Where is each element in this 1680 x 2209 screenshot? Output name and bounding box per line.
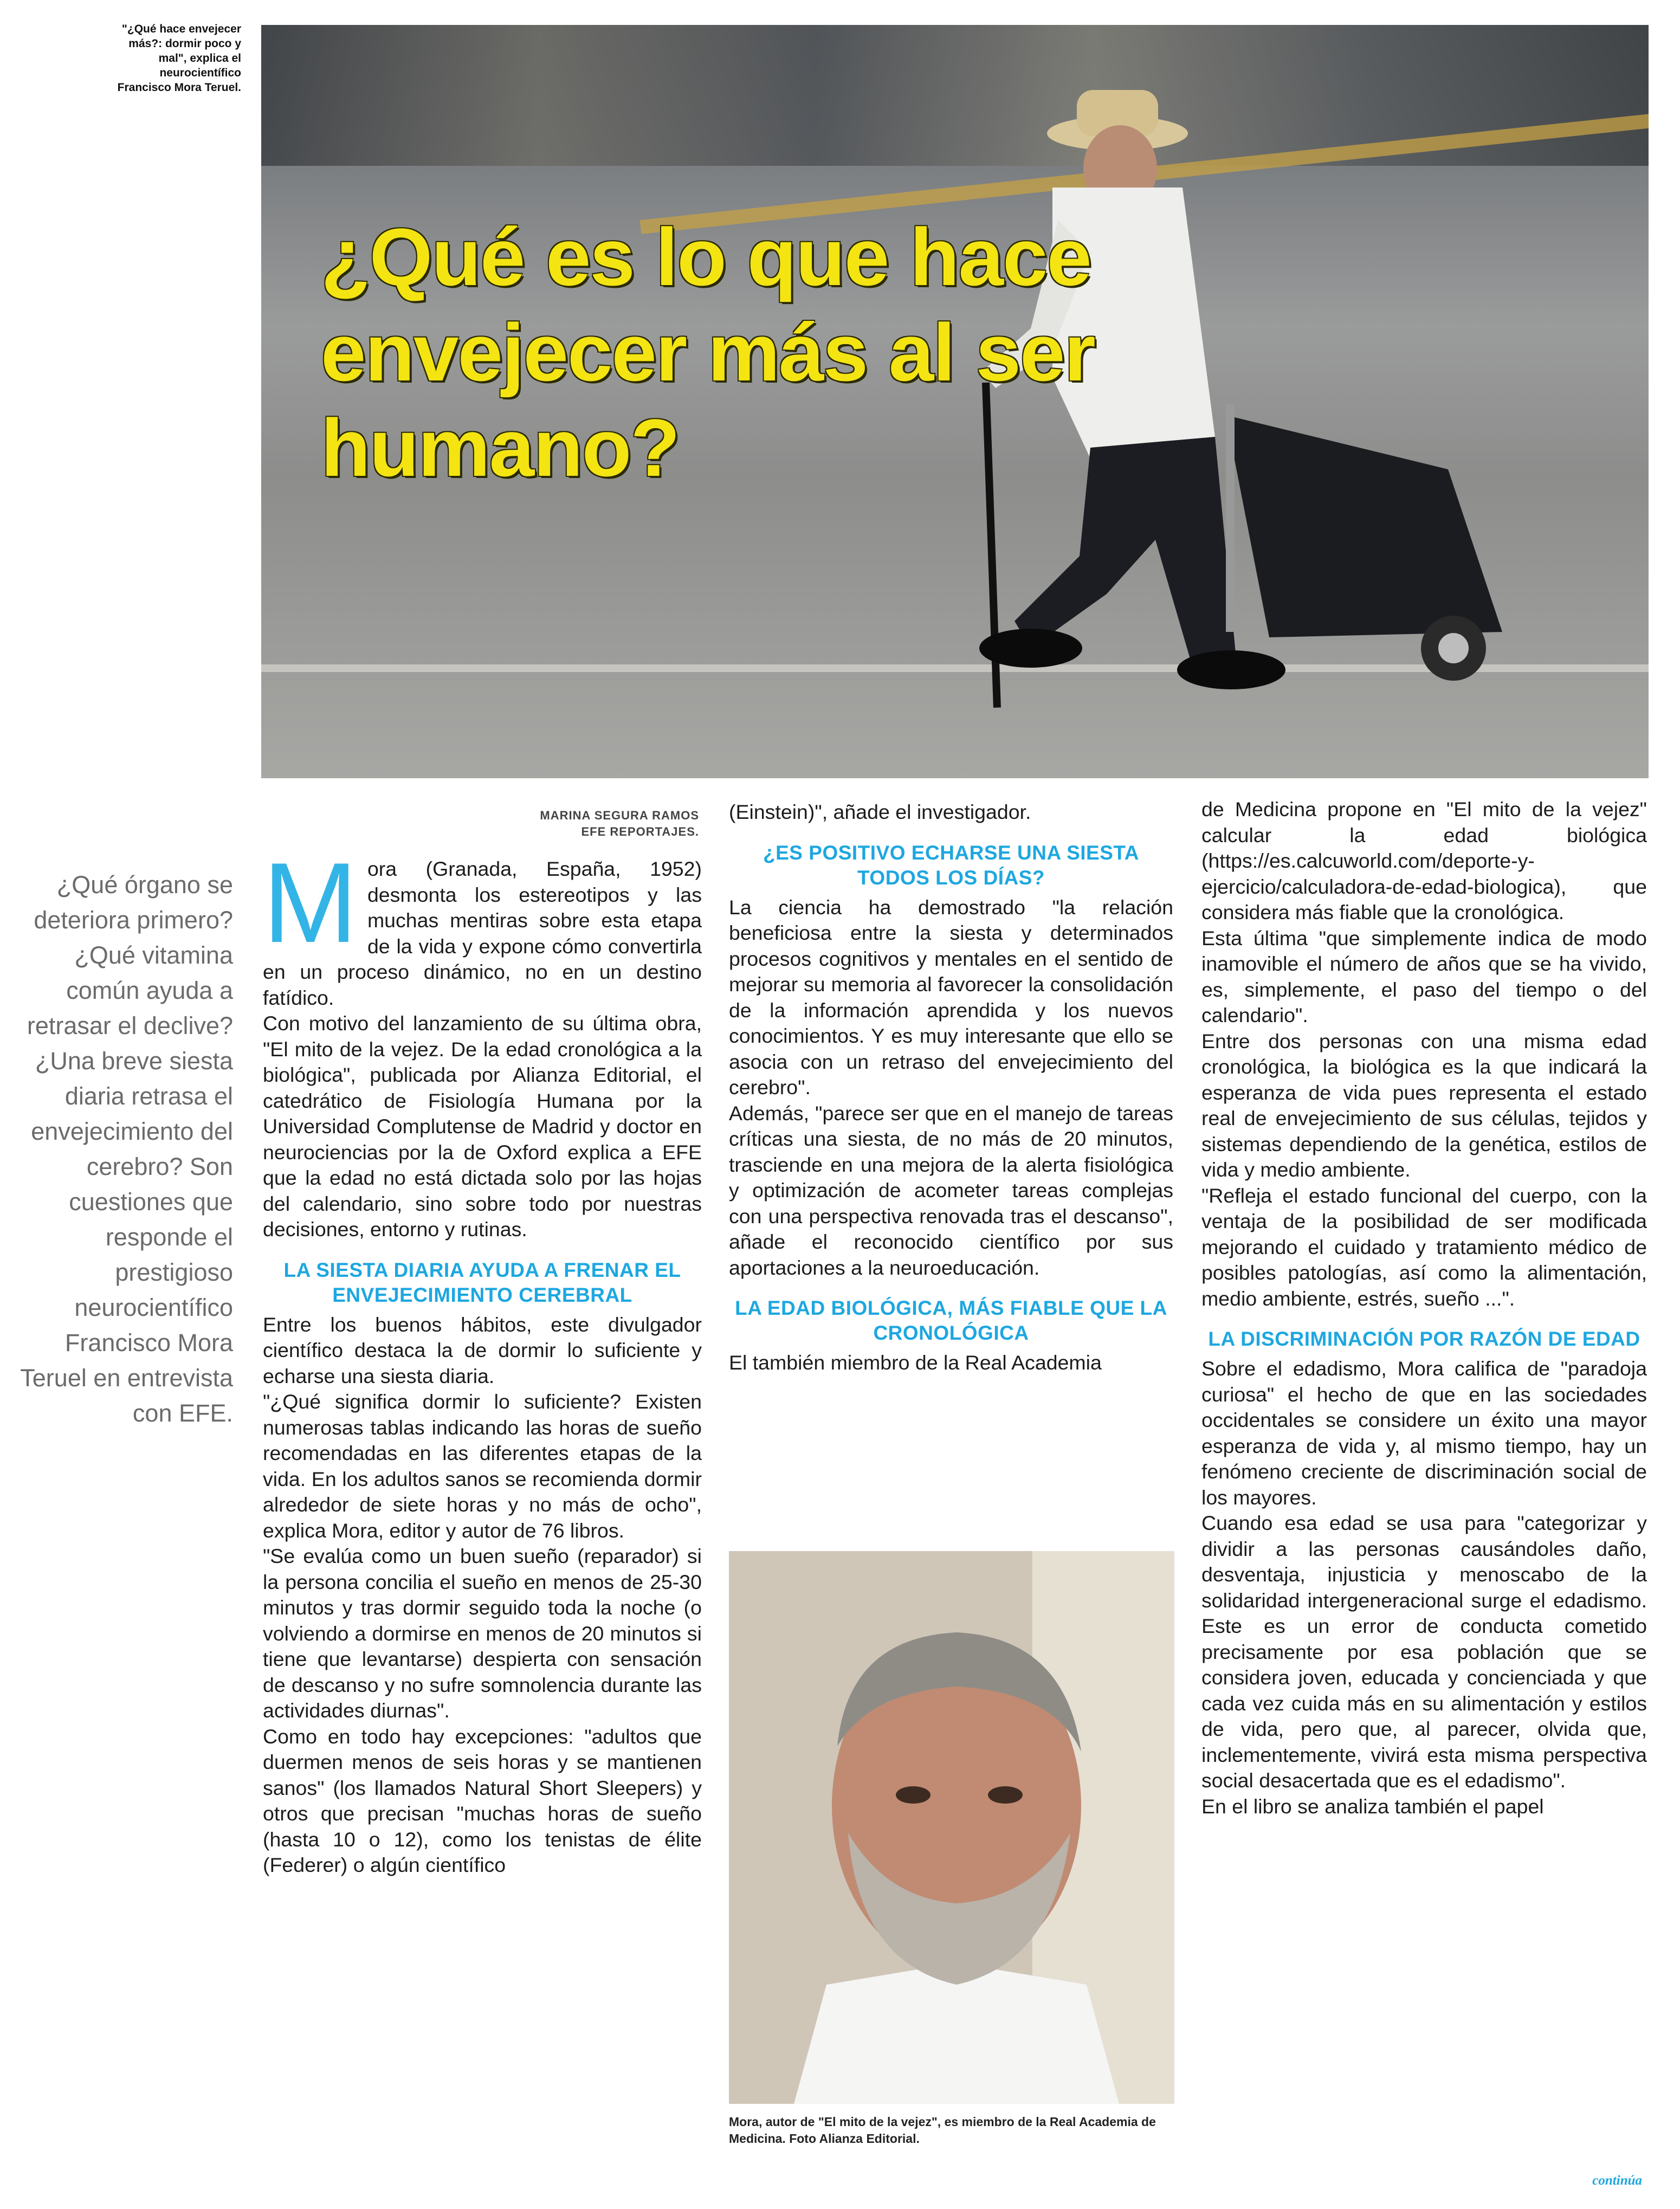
hero-photo [261,25,1649,778]
article-paragraph: Además, "parece ser que en el manejo de tareas críticas una siesta, de no más de 20 minutos, trasciende en una mejora de la alerta fisiológica y optimización de acometer tareas complejas con una perspectiva renovada tras el descanso", añade el reconocido científico por sus aportaciones a la neuroeducación. [729,1101,1173,1279]
article-paragraph: En el libro se analiza también el papel [1201,1794,1544,1818]
article-paragraph: Como en todo hay excepciones: "adultos que duermen menos de seis horas y se mantienen sanos" (los llamados Natural Short Sleepers) y otros que precisan "muchas horas de sueño (hasta 10 o 12), como los tenistas de élite (Federer) o algún científico [263,1724,702,1876]
byline-agency: EFE REPORTAJES. [581,825,699,838]
subheading-siesta: LA SIESTA DIARIA AYUDA A FRENAR EL ENVEJECIMIENTO CEREBRAL [283,1258,681,1306]
article-column-3 [1201,797,1647,1819]
subheading-siesta-positivo: ¿ES POSITIVO ECHARSE UNA SIESTA TODOS LOS DÍAS? [763,841,1139,889]
teaser-questions: ¿Qué órgano se deteriora primero? ¿Qué vitamina común ayuda a retrasar el declive? ¿Una breve siesta diaria retrasa el envejecimiento del cerebro? Son cuestiones que responde el prestigioso neurocientífico Francisco Mora Teruel en entrevista con EFE. [20,871,233,1427]
continues-marker: continúa [1592,2173,1642,2188]
headline: ¿Qué es lo que hace envejecer más al ser humano? [321,211,1095,493]
portrait-man-illustration [729,1551,1174,2104]
article-paragraph: Con motivo del lanzamiento de su última obra, "El mito de la vejez. De la edad cronológica a la biológica", publicada por Alianza Editorial, el catedrático de Fisiología Humana por la Universidad Complutense de Madrid y doctor en neurociencias por la de Oxford explica a EFE que la edad no está dictada solo por las hojas del calendario, sino sobre todo por nuestras decisiones, entorno y rutinas. [263,1012,702,1241]
article-paragraph: El también miembro de la Real Academia [729,1351,1102,1374]
subheading-edad-biologica: LA EDAD BIOLÓGICA, MÁS FIABLE QUE LA CRONOLÓGICA [735,1297,1167,1344]
drop-cap: M [263,839,358,966]
article-paragraph: Entre dos personas con una misma edad cronológica, la biológica es la que indicará la esperanza de vida pues representa el estado real de envejecimiento de sus células, tejidos y sistemas dependiendo de la genética, estilos de vida y medio ambiente. [1201,1029,1647,1181]
byline [450,808,699,840]
byline-author: MARINA SEGURA RAMOS [540,809,699,822]
portrait-photo [729,1551,1174,2104]
article-paragraph: de Medicina propone en "El mito de la vejez" calcular la edad biológica (https://es.calcuworld.com/deporte-y-ejercicio/calculadora-de-edad-biologica), que considera más fiable que la cronológica. [1201,798,1647,923]
article-paragraph: "Refleja el estado funcional del cuerpo, con la ventaja de la posibilidad de ser modificada mejorando el cuidado y tratamiento médico de posibles patologías, así como la alimentación, medio ambiente, estrés, sueño ...". [1201,1184,1647,1310]
article-paragraph: (Einstein)", añade el investigador. [729,800,1031,823]
subheading-discriminacion: LA DISCRIMINACIÓN POR RAZÓN DE EDAD [1208,1328,1640,1350]
article-paragraph: Entre los buenos hábitos, este divulgador científico destaca la de dormir lo suficiente y echarse una siesta diaria. [263,1313,702,1387]
article-paragraph: "Se evalúa como un buen sueño (reparador) si la persona concilia el sueño en menos de 25-30 minutos y tras dormir seguido toda la noche (o volviendo a dormirse en menos de 20 minutos si tiene que levantarse) despierta con sensación de descanso y no sufre somnolencia durante las actividades diurnas". [263,1545,702,1722]
article-paragraph: La ciencia ha demostrado "la relación beneficiosa entre la siesta y determinados procesos cognitivos y mentales en el sentido de mejorar su memoria al favorecer la consolidación de la información aprendida y los nuevos conocimientos. Y es muy interesante que ello se asocia con un retraso del envejecimiento del cerebro". [729,895,1173,1099]
article-column-1 [263,839,702,1878]
article-paragraph: Mora (Granada, España, 1952) desmonta los estereotipos y las muchas mentiras sobre esta etapa de la vida y expone cómo convertirla en un proceso dinámico, no en un destino fatídico. [263,839,702,1009]
article-paragraph: "¿Qué significa dormir lo suficiente? Existen numerosas tablas indicando las horas de sueño recomendadas en las diferentes etapas de la vida. En los adultos sanos se recomienda dormir alrededor de siete horas y no más de ocho", explica Mora, editor y autor de 76 libros. [263,1390,702,1542]
article-paragraph: Cuando esa edad se usa para "categorizar y dividir a las personas causándoles daño, desventaja, injusticia y menoscabo de la solidaridad intergeneracional surge el edadismo. Este es un error de conducta cometido precisamente por esa población que se considera joven, educada y concienciada y que cada vez cuida más en su alimentación y estilos de vida, pero que, al parecer, olvida que, inclementemente, vivirá esta misma perspectiva social desacertada que es el edadismo". [1201,1512,1647,1792]
article-column-2 [729,799,1173,1376]
hero-photo-caption: "¿Qué hace envejecer más?: dormir poco y mal", explica el neurocientífico Francisco Mora Teruel. [117,23,241,94]
portrait-caption: Mora, autor de "El mito de la vejez", es miembro de la Real Academia de Medicina. Foto Alianza Editorial. [729,2115,1156,2146]
article-paragraph: Sobre el edadismo, Mora califica de "paradoja curiosa" el hecho de que en las sociedades occidentales se considere un éxito una mayor esperanza de vida y, al mismo tiempo, hay un fenómeno creciente de discriminación social de los mayores. [1201,1357,1647,1509]
article-paragraph: Esta última "que simplemente indica de modo inamovible el número de años que se ha vivido, es, simplemente, el paso del tiempo o del calendario". [1201,926,1647,1026]
